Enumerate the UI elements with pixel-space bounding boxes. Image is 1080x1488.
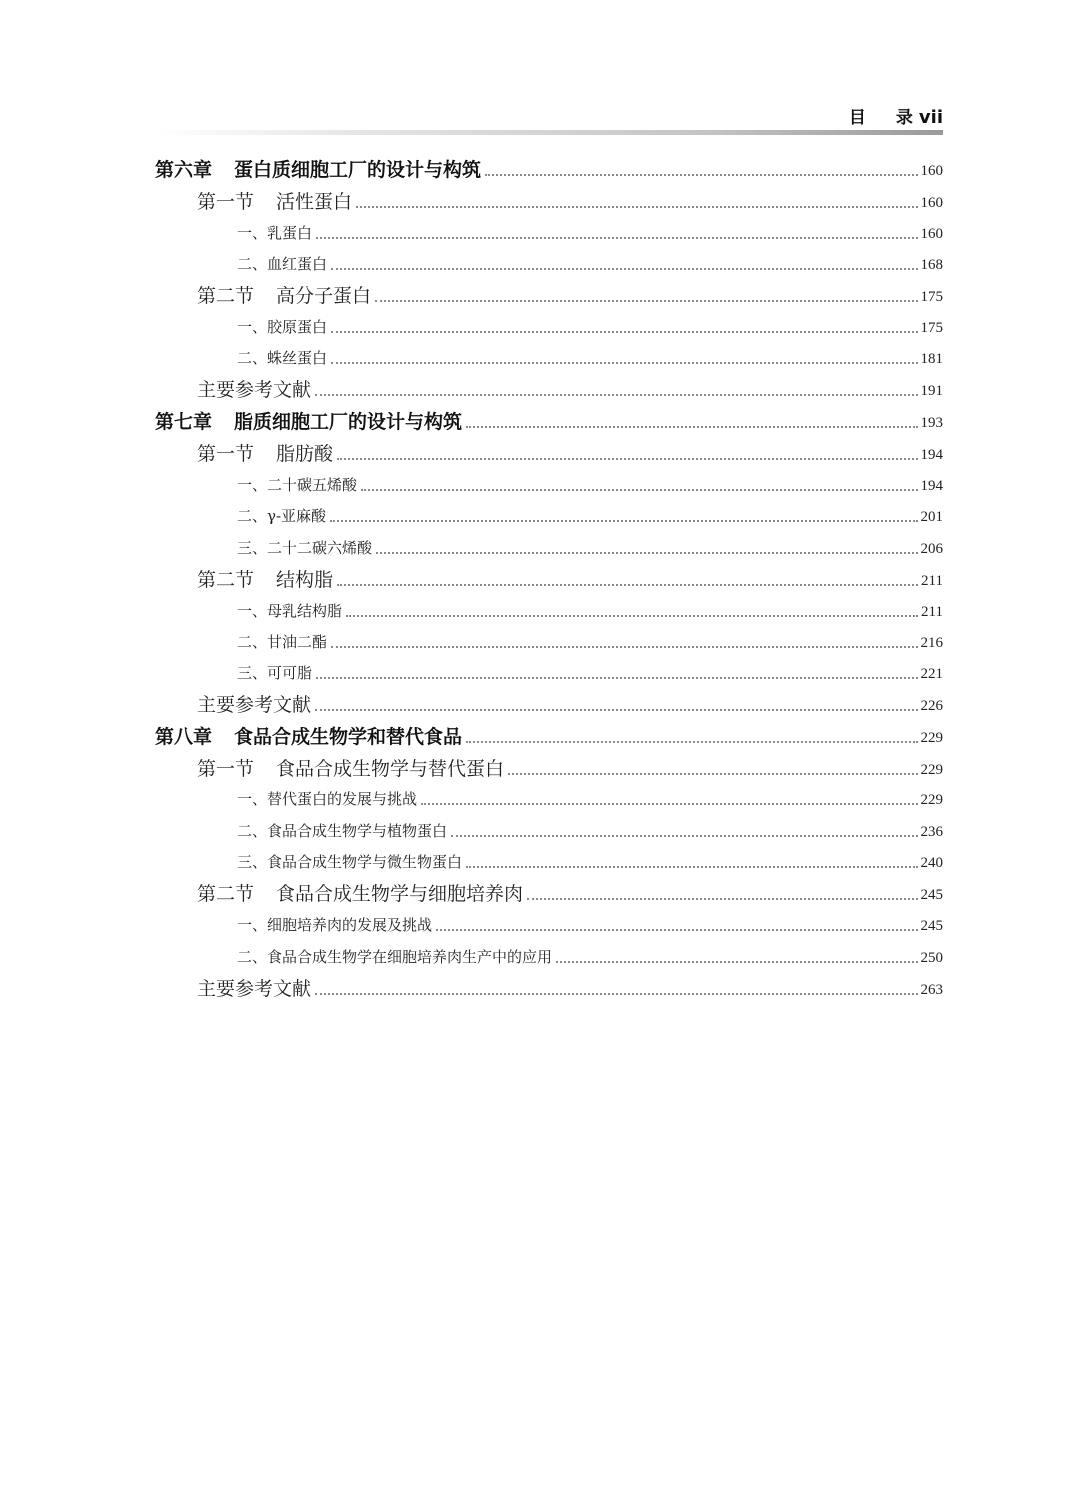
item-title: 二、γ-亚麻酸 [237,507,327,525]
item-title: 二、食品合成生物学在细胞培养肉生产中的应用 [237,948,553,966]
item-title: 一、母乳结构脂 [237,602,343,620]
toc-item-7-2-3[interactable] [237,659,943,685]
dot-leader [337,584,918,586]
item-title: 三、食品合成生物学与微生物蛋白 [237,853,463,871]
page-header [0,100,1080,136]
dot-leader [508,773,917,775]
dot-leader [356,206,917,208]
references-title: 主要参考文献 [197,694,312,716]
page-number: 229 [920,730,943,746]
section-title: 高分子蛋白 [276,285,372,307]
page-number: 229 [920,792,943,808]
dot-leader [346,615,918,617]
dot-leader [331,268,917,270]
page-number: 206 [920,541,943,557]
page-number: 168 [920,257,943,273]
dot-leader [376,552,917,554]
section-title: 食品合成生物学与替代蛋白 [276,758,505,780]
toc-chapter-6[interactable] [155,156,943,182]
page-number: 194 [920,478,943,494]
page-number: 160 [920,163,943,179]
dot-leader [466,741,917,743]
toc-item-7-1-3[interactable] [237,534,943,560]
item-title: 一、二十碳五烯酸 [237,476,358,494]
dot-leader [315,993,917,995]
section-number: 第二节 [197,569,255,591]
page-number: 175 [920,320,943,336]
dot-leader [527,898,917,900]
dot-leader [466,866,917,868]
toc-references-6[interactable] [197,376,943,402]
chapter-title: 脂质细胞工厂的设计与构筑 [234,411,463,433]
toc-item-6-1-1[interactable] [237,219,943,245]
toc-item-8-2-2[interactable] [237,943,943,969]
dot-leader [375,300,917,302]
toc-section-8-2[interactable] [197,880,943,906]
dot-leader [556,961,917,963]
page-number: 221 [920,666,943,682]
item-title: 二、食品合成生物学与植物蛋白 [237,822,448,840]
running-head [849,103,943,128]
toc-item-8-1-3[interactable] [237,848,943,874]
chapter-title: 食品合成生物学和替代食品 [234,726,463,748]
toc-item-6-2-2[interactable] [237,344,943,370]
section-number: 第一节 [197,758,255,780]
toc-item-7-2-2[interactable] [237,628,943,654]
section-title: 活性蛋白 [276,191,353,213]
running-head-label-2: 录 [895,108,913,128]
item-title: 三、可可脂 [237,664,313,682]
item-title: 二、蛛丝蛋白 [237,349,328,367]
item-title: 三、二十二碳六烯酸 [237,539,373,557]
page-number: 250 [920,950,943,966]
page-number: 160 [920,226,943,242]
dot-leader [361,489,917,491]
section-number: 第一节 [197,191,255,213]
page-number: 211 [921,573,943,589]
page-number: 263 [920,982,943,998]
chapter-title: 蛋白质细胞工厂的设计与构筑 [234,159,482,181]
toc-item-6-1-2[interactable] [237,250,943,276]
toc-item-6-2-1[interactable] [237,313,943,339]
section-title: 结构脂 [276,569,334,591]
item-title: 一、替代蛋白的发展与挑战 [237,790,418,808]
dot-leader [485,174,917,176]
references-title: 主要参考文献 [197,978,312,1000]
toc-section-8-1[interactable] [197,755,943,781]
dot-leader [315,394,917,396]
section-number: 第二节 [197,883,255,905]
section-title: 脂肪酸 [276,443,334,465]
page-number: 226 [920,698,943,714]
page-number: 216 [920,635,943,651]
section-number: 第二节 [197,285,255,307]
item-title: 二、血红蛋白 [237,255,328,273]
references-title: 主要参考文献 [197,379,312,401]
toc-chapter-7[interactable] [155,408,943,434]
dot-leader [316,237,917,239]
page-number: 201 [920,509,943,525]
toc-item-8-1-1[interactable] [237,785,943,811]
section-title: 食品合成生物学与细胞培养肉 [276,883,524,905]
toc-item-7-1-2[interactable] [237,502,943,528]
dot-leader [331,331,917,333]
page-number: 211 [921,604,943,620]
dot-leader [466,426,917,428]
dot-leader [330,520,917,522]
dot-leader [451,835,917,837]
dot-leader [331,646,917,648]
dot-leader [337,458,917,460]
running-head-label-1: 目 [848,108,866,128]
header-rule [155,130,943,135]
section-number: 第一节 [197,443,255,465]
page-number: 160 [920,195,943,211]
toc-item-8-1-2[interactable] [237,817,943,843]
page-number: 175 [920,289,943,305]
page-number: 245 [920,887,943,903]
page-number: 240 [920,855,943,871]
item-title: 一、胶原蛋白 [237,318,328,336]
toc-section-7-2[interactable] [197,566,943,592]
dot-leader [436,929,917,931]
toc-references-7[interactable] [197,691,943,717]
toc-item-7-2-1[interactable] [237,597,943,623]
item-title: 一、细胞培养肉的发展及挑战 [237,916,433,934]
dot-leader [315,709,917,711]
page-number: 194 [920,447,943,463]
dot-leader [316,677,917,679]
dot-leader [331,362,917,364]
toc-section-6-2[interactable] [197,282,943,308]
page-number: 245 [920,918,943,934]
toc-item-7-1-1[interactable] [237,471,943,497]
page-number: 191 [920,383,943,399]
page-number: 236 [920,824,943,840]
toc-references-8[interactable] [197,975,943,1001]
running-head-page-number: vii [918,107,943,128]
toc-section-7-1[interactable] [197,440,943,466]
toc-section-6-1[interactable] [197,188,943,214]
item-title: 一、乳蛋白 [237,224,313,242]
chapter-number: 第七章 [155,411,213,433]
page-number: 181 [920,351,943,367]
item-title: 二、甘油二酯 [237,633,328,651]
dot-leader [421,803,917,805]
chapter-number: 第六章 [155,159,213,181]
toc-item-8-2-1[interactable] [237,911,943,937]
page-number: 193 [920,415,943,431]
chapter-number: 第八章 [155,726,213,748]
page-number: 229 [920,762,943,778]
toc-chapter-8[interactable] [155,723,943,749]
